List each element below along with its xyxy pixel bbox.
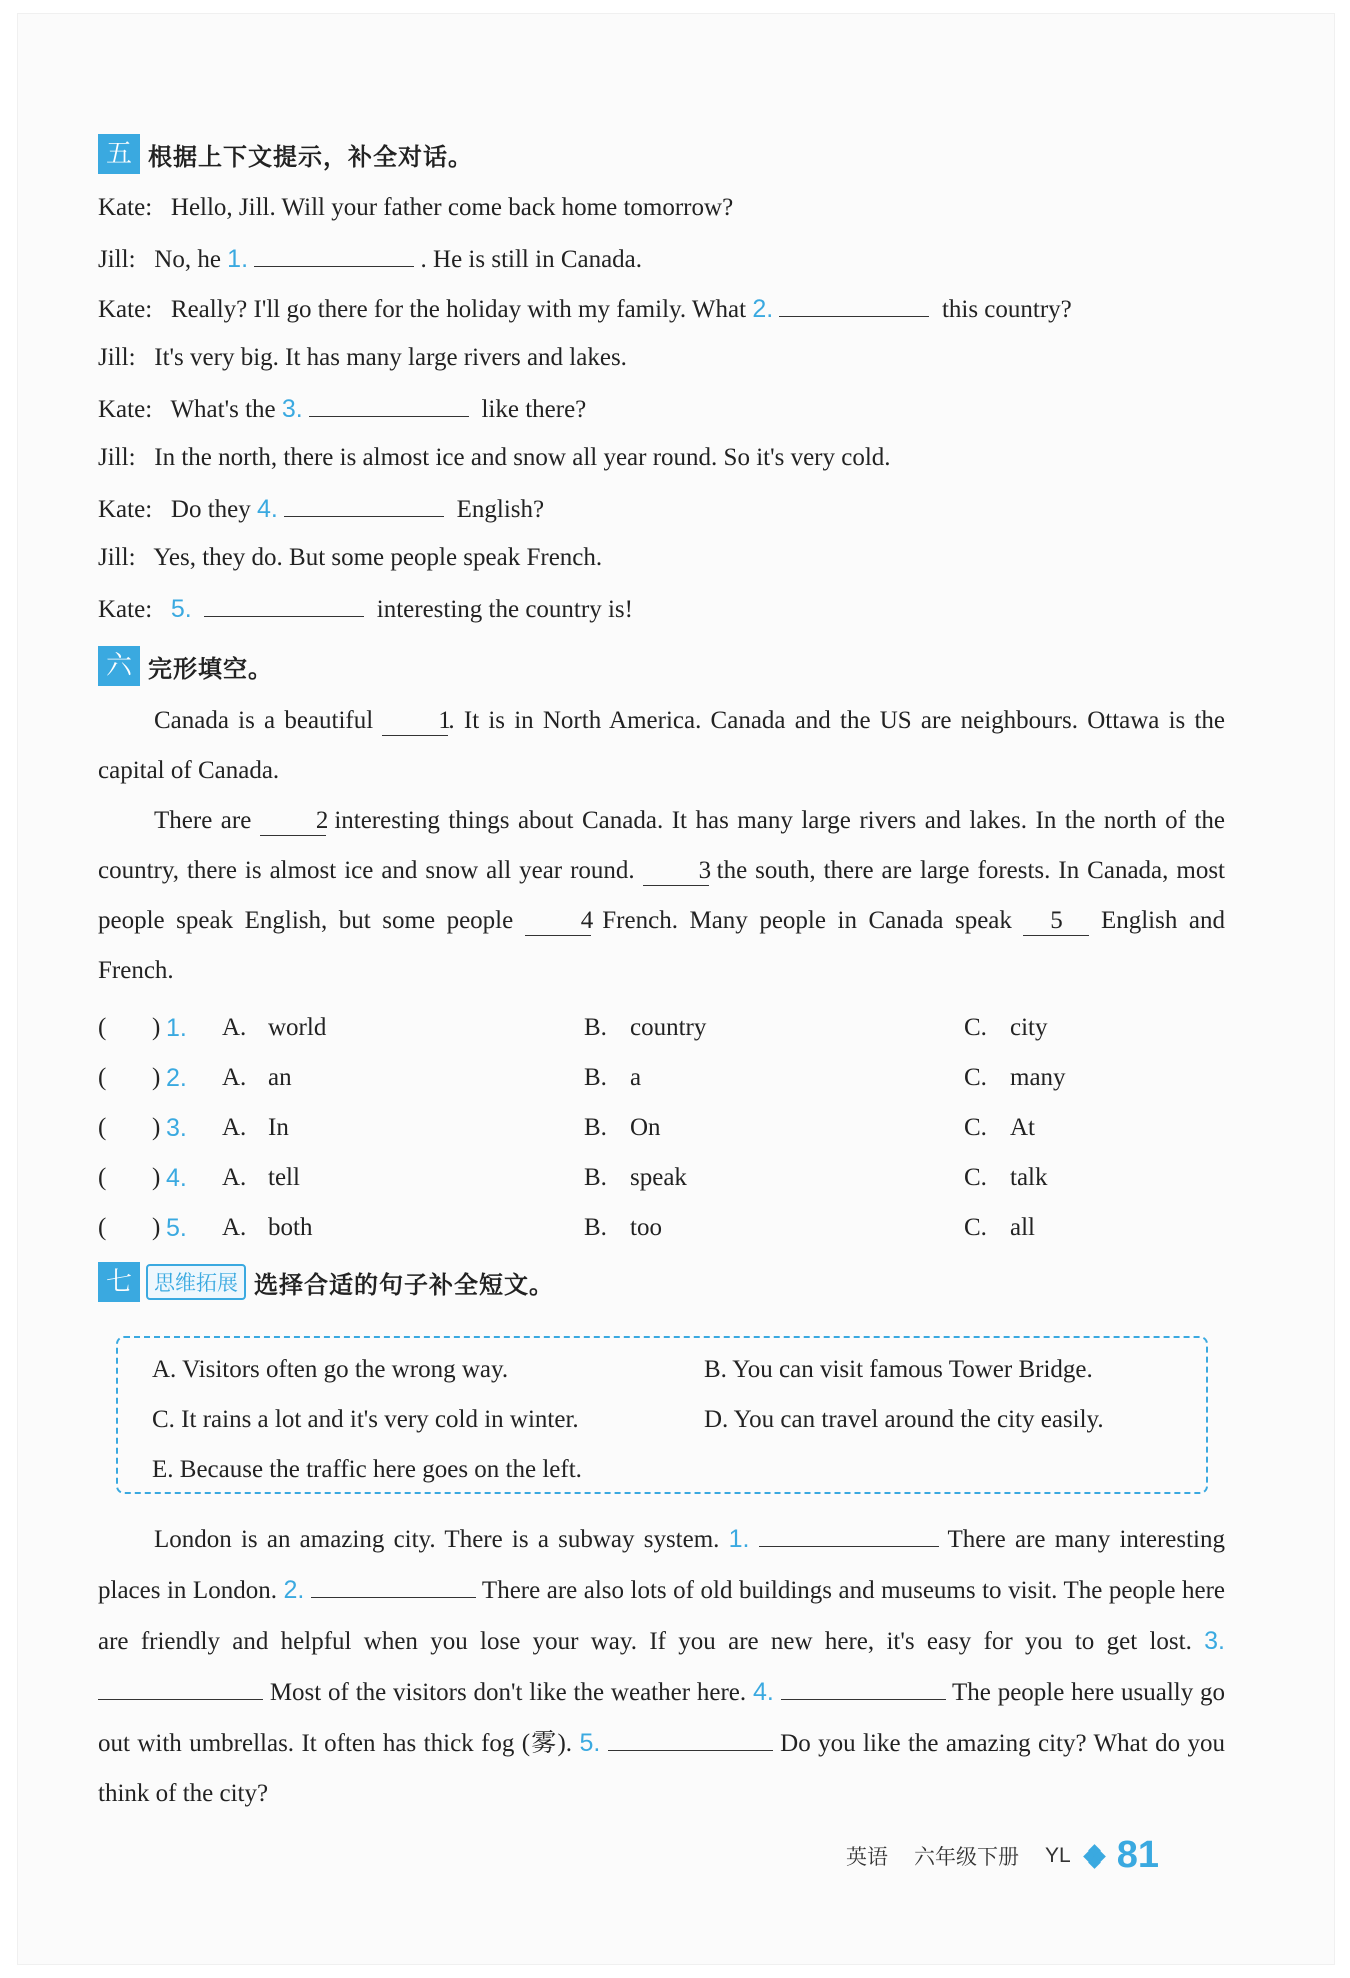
cloze-paragraph-2 xyxy=(98,796,1225,996)
dialog-text: Really? I'll go there for the holiday with my family. What xyxy=(170,296,747,323)
option-b-letter: B. xyxy=(584,1064,607,1091)
cloze-blank[interactable]: 4 xyxy=(525,907,591,936)
option-c-letter: C. xyxy=(964,1164,987,1191)
footer-subject: 英语 xyxy=(846,1844,888,1869)
question-number: 4. xyxy=(166,1164,187,1192)
speaker: Kate: xyxy=(98,596,153,623)
section7-header xyxy=(98,1262,554,1302)
dialog-line-7 xyxy=(98,494,544,524)
section7-tag: 思维拓展 xyxy=(146,1264,246,1300)
dialog-line-3 xyxy=(98,294,1072,324)
blank-number: 1. xyxy=(227,245,249,273)
option-c-letter: C. xyxy=(964,1064,987,1091)
option-a-letter: A. xyxy=(222,1164,247,1191)
paren-close: ) xyxy=(152,1114,161,1141)
answer-blank[interactable] xyxy=(781,1677,946,1700)
paren-close: ) xyxy=(152,1164,161,1191)
dialog-text: Yes, they do. But some people speak French. xyxy=(153,544,603,571)
option-c[interactable]: city xyxy=(1010,1014,1048,1041)
question-number: 2. xyxy=(166,1064,187,1092)
option-d: D. You can travel around the city easily. xyxy=(704,1406,1104,1433)
dialog-text: What's the xyxy=(170,396,276,423)
section5-title: 根据上下文提示，补全对话。 xyxy=(148,142,473,171)
passage-text: The people here usually go out with umbrellas. It often has thick fog (雾). xyxy=(98,1679,1226,1757)
option-b-letter: B. xyxy=(584,1114,607,1141)
question-row xyxy=(98,1214,1225,1250)
answer-blank[interactable] xyxy=(779,294,929,317)
dialog-text: interesting the country is! xyxy=(376,596,633,623)
passage-text: Do you like the amazing city? What do you think of the city? xyxy=(98,1730,1226,1807)
option-a-letter: A. xyxy=(222,1014,247,1041)
section7-title: 选择合适的句子补全短文。 xyxy=(254,1270,554,1299)
option-a[interactable]: tell xyxy=(268,1164,300,1191)
option-c[interactable]: At xyxy=(1010,1114,1035,1141)
dialog-line-9 xyxy=(98,594,633,624)
dialog-text: In the north, there is almost ice and snow all year round. So it's very cold. xyxy=(154,444,891,471)
paren-open[interactable]: ( xyxy=(98,1014,107,1041)
cloze-text: Canada is a beautiful xyxy=(154,707,374,734)
option-b[interactable]: On xyxy=(630,1114,661,1141)
paren-close: ) xyxy=(152,1014,161,1041)
option-a-letter: A. xyxy=(222,1214,247,1241)
question-number: 3. xyxy=(166,1114,187,1142)
question-row xyxy=(98,1014,1225,1050)
passage-text: London is an amazing city. There is a subway system. xyxy=(154,1526,720,1553)
passage-text: Most of the visitors don't like the weather here. xyxy=(269,1679,747,1706)
speaker: Kate: xyxy=(98,194,153,221)
option-c: C. It rains a lot and it's very cold in winter. xyxy=(152,1406,579,1433)
question-row xyxy=(98,1064,1225,1100)
question-row xyxy=(98,1114,1225,1150)
option-b[interactable]: a xyxy=(630,1064,642,1091)
dialog-text: this country? xyxy=(941,296,1072,323)
answer-blank[interactable] xyxy=(98,1677,263,1700)
blank-number: 1. xyxy=(728,1525,750,1553)
speaker: Jill: xyxy=(98,344,136,371)
passage-text: There are many interesting places in London. xyxy=(98,1526,1225,1604)
dialog-line-6 xyxy=(98,444,891,472)
speaker: Jill: xyxy=(98,246,136,273)
speaker: Kate: xyxy=(98,496,153,523)
option-b-letter: B. xyxy=(584,1164,607,1191)
passage-text: There are also lots of old buildings and museums to visit. The people here are friendly and helpful when you lose your way. If you are new here, it's easy for you to get lost. xyxy=(98,1577,1225,1655)
option-e: E. Because the traffic here goes on the left. xyxy=(152,1456,582,1483)
option-c-letter: C. xyxy=(964,1114,987,1141)
answer-blank[interactable] xyxy=(284,494,444,517)
speaker: Jill: xyxy=(98,444,136,471)
passage xyxy=(98,1514,1225,1819)
cloze-paragraph-1 xyxy=(98,696,1225,796)
dialog-line-4 xyxy=(98,344,627,372)
dialog-text: Hello, Jill. Will your father come back home tomorrow? xyxy=(170,194,734,221)
option-a: A. Visitors often go the wrong way. xyxy=(152,1356,509,1383)
cloze-blank[interactable]: 3 xyxy=(643,857,709,886)
option-b-letter: B. xyxy=(584,1214,607,1241)
section6-badge: 六 xyxy=(98,646,140,686)
speaker: Kate: xyxy=(98,396,153,423)
blank-number: 5. xyxy=(579,1729,601,1757)
option-b[interactable]: speak xyxy=(630,1164,687,1191)
blank-number: 3. xyxy=(1204,1627,1226,1655)
speaker: Kate: xyxy=(98,296,153,323)
dialog-text: English? xyxy=(456,496,545,523)
cloze-blank[interactable]: 2 xyxy=(260,807,326,836)
cloze-text: the south, there are large forests. In Canada, most people speak English, but some people xyxy=(98,857,1225,934)
footer-grade: 六年级下册 xyxy=(914,1844,1019,1869)
paren-close: ) xyxy=(152,1064,161,1091)
paren-open[interactable]: ( xyxy=(98,1114,107,1141)
dialog-line-5 xyxy=(98,394,586,424)
dialog-text: Do they xyxy=(170,496,251,523)
paren-open[interactable]: ( xyxy=(98,1164,107,1191)
blank-number: 5. xyxy=(170,595,192,623)
blank-number: 3. xyxy=(281,395,303,423)
blank-number: 4. xyxy=(257,495,278,523)
dialog-text: No, he xyxy=(154,246,221,273)
speaker: Jill: xyxy=(98,544,136,571)
options-box xyxy=(116,1336,1208,1494)
dialog-line-1 xyxy=(98,194,733,222)
page-number: 81 xyxy=(1116,1834,1159,1876)
cloze-text: . It is in North America. Canada and the US are neighbours. Ottawa is the capital of Canada. xyxy=(98,707,1226,784)
cloze-text: interesting things about Canada. It has many large rivers and lakes. In the north of the country, there is almost ice and snow all year round. xyxy=(98,807,1225,884)
section5-header xyxy=(98,134,473,174)
dialog-line-8 xyxy=(98,544,602,572)
option-a[interactable]: In xyxy=(268,1114,289,1141)
question-row xyxy=(98,1164,1225,1200)
cloze-blank[interactable]: 5 xyxy=(1023,907,1089,936)
cloze-text: English and French. xyxy=(98,907,1225,984)
option-b-letter: B. xyxy=(584,1014,607,1041)
diamond-icon xyxy=(1085,1846,1105,1866)
option-b[interactable]: too xyxy=(630,1214,662,1241)
option-c-letter: C. xyxy=(964,1014,987,1041)
question-number: 5. xyxy=(166,1214,187,1242)
blank-number: 4. xyxy=(752,1678,774,1706)
cloze-blank[interactable]: 1 xyxy=(382,707,448,736)
option-c-letter: C. xyxy=(964,1214,987,1241)
option-b: B. You can visit famous Tower Bridge. xyxy=(704,1356,1093,1383)
answer-blank[interactable] xyxy=(608,1728,773,1751)
blank-number: 2. xyxy=(283,1576,305,1604)
answer-blank[interactable] xyxy=(311,1575,476,1598)
question-number: 1. xyxy=(166,1014,187,1042)
option-a[interactable]: both xyxy=(268,1214,313,1241)
answer-blank[interactable] xyxy=(254,244,414,267)
cloze-text: There are xyxy=(154,807,252,834)
dialog-text: It's very big. It has many large rivers and lakes. xyxy=(154,344,627,371)
option-b[interactable]: country xyxy=(630,1014,707,1041)
option-a-letter: A. xyxy=(222,1064,247,1091)
section7-badge: 七 xyxy=(98,1262,140,1302)
paren-open[interactable]: ( xyxy=(98,1064,107,1091)
option-a[interactable]: world xyxy=(268,1014,327,1041)
answer-blank[interactable] xyxy=(204,594,364,617)
blank-number: 2. xyxy=(752,295,774,323)
section6-title: 完形填空。 xyxy=(148,654,273,683)
paren-open[interactable]: ( xyxy=(98,1214,107,1241)
option-c[interactable]: talk xyxy=(1010,1164,1048,1191)
option-a[interactable]: an xyxy=(268,1064,292,1091)
cloze-text: French. Many people in Canada speak xyxy=(602,907,1012,934)
dialog-line-2 xyxy=(98,244,642,274)
dialog-text: like there? xyxy=(481,396,587,423)
option-c[interactable]: all xyxy=(1010,1214,1035,1241)
option-a-letter: A. xyxy=(222,1114,247,1141)
dialog-text: . He is still in Canada. xyxy=(420,246,643,273)
footer-edition: YL xyxy=(1045,1843,1071,1867)
section6-header xyxy=(98,646,273,686)
page-footer xyxy=(846,1834,1159,1877)
paren-close: ) xyxy=(152,1214,161,1241)
section5-badge: 五 xyxy=(98,134,140,174)
option-c[interactable]: many xyxy=(1010,1064,1066,1091)
answer-blank[interactable] xyxy=(309,394,469,417)
answer-blank[interactable] xyxy=(759,1524,939,1547)
